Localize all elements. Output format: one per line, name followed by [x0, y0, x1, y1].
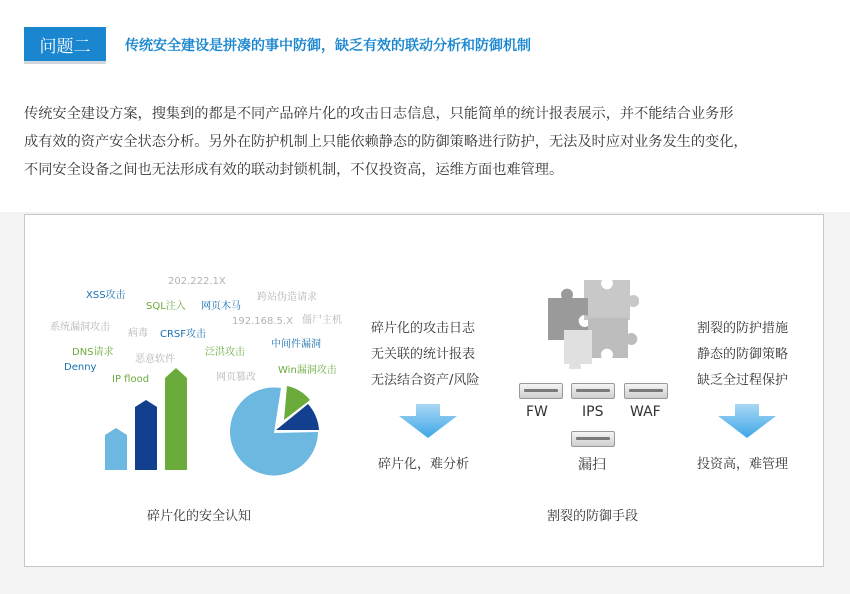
cloud-word: Win漏洞攻击 — [278, 365, 337, 376]
firewall-device-icon — [519, 383, 563, 399]
problem-tag-label: 问题二 — [39, 36, 91, 57]
device-label-waf: WAF — [630, 404, 661, 420]
bar-light-blue — [105, 428, 127, 470]
cloud-word: 192.168.5.X — [232, 316, 293, 327]
right-list — [697, 316, 788, 394]
problem-tag — [24, 27, 106, 61]
down-arrow-icon — [399, 404, 457, 438]
bar-dark-blue — [135, 400, 157, 470]
device-label-fw: FW — [526, 404, 548, 420]
cloud-word: CRSF攻击 — [160, 329, 207, 340]
middle-list-item: 碎片化的攻击日志 — [371, 321, 476, 336]
ips-device-icon — [571, 383, 615, 399]
cloud-word: IP flood — [112, 374, 150, 385]
cloud-word: Denny — [64, 362, 97, 373]
cloud-word: 恶意软件 — [135, 354, 175, 365]
cloud-word: 病毒 — [128, 328, 148, 339]
cloud-word: 系统漏洞攻击 — [50, 322, 110, 333]
paragraph-line: 不同安全设备之间也无法形成有效的联动封锁机制，不仅投资高，运维方面也难管理。 — [24, 162, 564, 178]
cloud-word: 网页木马 — [201, 301, 241, 312]
cloud-word: SQL注入 — [146, 301, 186, 312]
tag-underline — [24, 61, 106, 64]
cloud-word: DNS请求 — [72, 347, 114, 358]
problem-title: 传统安全建设是拼凑的事中防御，缺乏有效的联动分析和防御机制 — [125, 38, 531, 54]
scanner-device-icon — [571, 431, 615, 447]
fragmented-chart-illustration — [100, 360, 330, 485]
right-list-item: 缺乏全过程保护 — [697, 373, 789, 388]
middle-list — [371, 316, 479, 394]
device-label-ips: IPS — [582, 404, 604, 420]
paragraph-line: 传统安全建设方案，搜集到的都是不同产品碎片化的攻击日志信息，只能简单的统计报表展示，并不能结合业务形 — [24, 106, 734, 122]
left-caption: 碎片化的安全认知 — [147, 509, 252, 524]
paragraph-line: 成有效的资产安全状态分析。另外在防护机制上只能依赖静态的防御策略进行防护，无法及时应对业务发生的变化， — [24, 134, 748, 150]
devices-caption: 割裂的防御手段 — [547, 509, 639, 524]
right-list-item: 静态的防御策略 — [697, 347, 789, 362]
puzzle-icon — [544, 274, 639, 369]
cloud-word: 泛洪攻击 — [205, 347, 245, 358]
bar-green — [165, 368, 187, 470]
waf-device-icon — [624, 383, 668, 399]
cloud-word: 中间件漏洞 — [271, 339, 321, 350]
description-paragraph — [24, 100, 834, 184]
middle-result: 碎片化，难分析 — [378, 457, 470, 472]
cloud-word: 僵尸主机 — [302, 315, 342, 326]
middle-list-item: 无关联的统计报表 — [371, 347, 476, 362]
down-arrow-icon — [718, 404, 776, 438]
right-list-item: 割裂的防护措施 — [697, 321, 789, 336]
right-result: 投资高，难管理 — [697, 457, 789, 472]
middle-list-item: 无法结合资产/风险 — [371, 373, 480, 388]
device-label-scanner: 漏扫 — [578, 457, 606, 473]
cloud-word: XSS攻击 — [86, 290, 126, 301]
cloud-word: 202.222.1X — [168, 276, 226, 287]
cloud-word: 网页篡改 — [216, 372, 256, 383]
cloud-word: 跨站伪造请求 — [257, 292, 317, 303]
